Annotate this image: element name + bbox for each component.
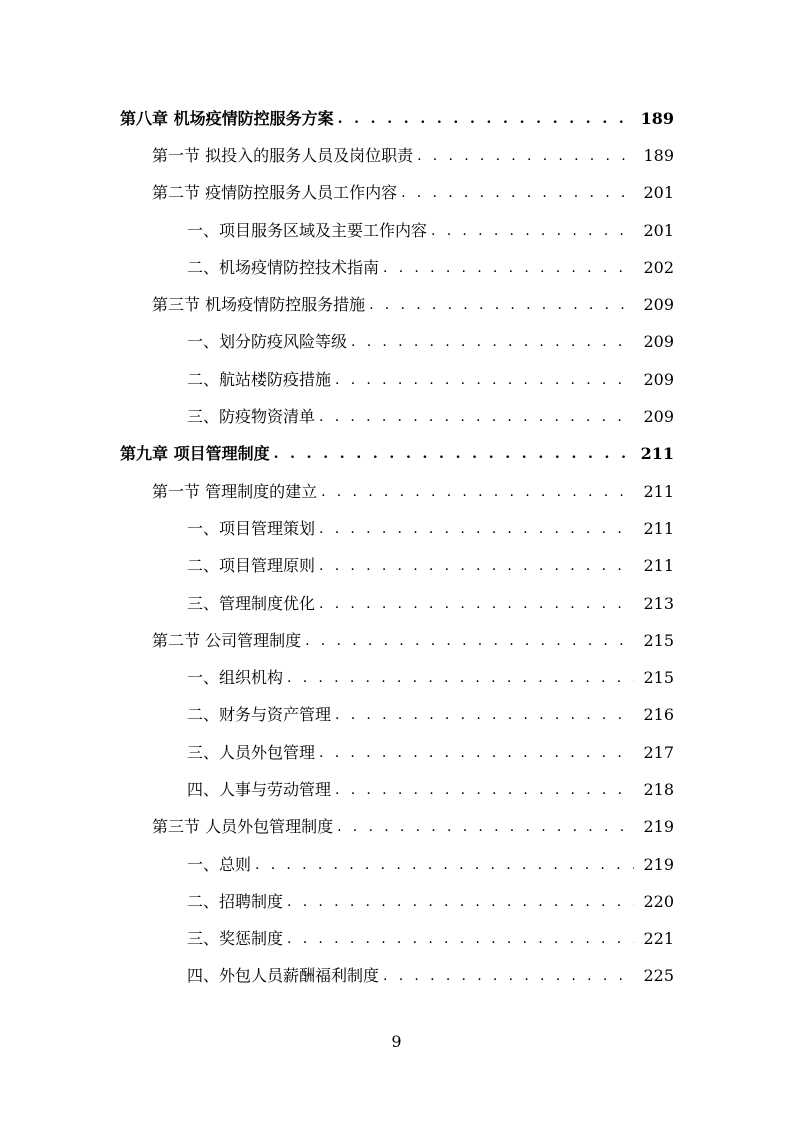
toc-entry[interactable] <box>0 361 793 398</box>
toc-entry-page: 221 <box>643 929 674 949</box>
toc-dot-leader <box>335 705 634 725</box>
toc-dot-leader <box>287 929 634 949</box>
toc-dot-leader <box>319 519 634 539</box>
toc-entry[interactable] <box>0 697 793 734</box>
toc-entry-page: 201 <box>643 220 674 240</box>
toc-entry[interactable] <box>0 436 793 473</box>
toc-entry[interactable] <box>0 958 793 995</box>
toc-entry-title: 第一节 管理制度的建立 <box>152 481 318 501</box>
toc-dot-leader <box>319 594 634 614</box>
toc-dot-leader <box>401 183 634 203</box>
toc-dot-leader <box>274 444 634 464</box>
toc-dot-leader <box>255 855 634 875</box>
toc-dot-leader <box>319 407 634 427</box>
toc-dot-leader <box>319 556 634 576</box>
toc-entry-title: 一、组织机构 <box>187 668 284 688</box>
toc-entry-title: 三、管理制度优化 <box>187 593 316 613</box>
toc-dot-leader <box>417 146 634 166</box>
toc-entry-page: 219 <box>643 854 674 874</box>
toc-entry[interactable] <box>0 473 793 510</box>
toc-entry-page: 209 <box>643 332 674 352</box>
toc-entry-page: 213 <box>643 593 674 613</box>
toc-entry-title: 二、项目管理原则 <box>187 556 316 576</box>
toc-entry-page: 211 <box>643 481 674 501</box>
toc-entry-page: 215 <box>643 668 674 688</box>
toc-dot-leader <box>338 109 634 129</box>
toc-entry-title: 第九章 项目管理制度 <box>120 444 270 464</box>
toc-entry-page: 211 <box>643 556 674 576</box>
toc-entry-page: 220 <box>643 891 674 911</box>
toc-entry-page: 225 <box>643 966 674 986</box>
toc-dot-leader <box>369 295 634 315</box>
page-number: 9 <box>391 1032 402 1051</box>
toc-entry-page: 217 <box>643 742 674 762</box>
toc-dot-leader <box>321 482 634 502</box>
toc-entry[interactable] <box>0 846 793 883</box>
toc-entry[interactable] <box>0 734 793 771</box>
table-of-contents <box>0 100 793 995</box>
toc-entry-title: 一、划分防疫风险等级 <box>187 332 348 352</box>
toc-entry-title: 第八章 机场疫情防控服务方案 <box>120 108 334 128</box>
toc-entry-page: 218 <box>643 779 674 799</box>
toc-entry-page: 189 <box>643 145 674 165</box>
toc-dot-leader <box>335 780 634 800</box>
toc-entry[interactable] <box>0 212 793 249</box>
toc-dot-leader <box>383 966 634 986</box>
toc-entry-title: 第二节 公司管理制度 <box>152 630 302 650</box>
toc-entry-title: 四、人事与劳动管理 <box>187 779 332 799</box>
toc-dot-leader <box>319 743 634 763</box>
toc-entry[interactable] <box>0 175 793 212</box>
toc-entry-title: 三、奖惩制度 <box>187 929 284 949</box>
toc-entry-page: 211 <box>643 518 674 538</box>
toc-entry-title: 二、招聘制度 <box>187 891 284 911</box>
toc-entry-page: 216 <box>643 705 674 725</box>
toc-entry-title: 三、防疫物资清单 <box>187 407 316 427</box>
toc-entry[interactable] <box>0 100 793 137</box>
toc-entry-page: 202 <box>643 257 674 277</box>
toc-entry[interactable] <box>0 921 793 958</box>
toc-entry[interactable] <box>0 771 793 808</box>
toc-entry[interactable] <box>0 398 793 435</box>
toc-entry[interactable] <box>0 548 793 585</box>
toc-entry-title: 第二节 疫情防控服务人员工作内容 <box>152 183 398 203</box>
toc-entry-page: 209 <box>643 369 674 389</box>
toc-entry-page: 215 <box>643 630 674 650</box>
toc-entry[interactable] <box>0 510 793 547</box>
toc-entry[interactable] <box>0 883 793 920</box>
toc-dot-leader <box>287 892 634 912</box>
toc-entry-title: 三、人员外包管理 <box>187 742 316 762</box>
toc-dot-leader <box>335 370 634 390</box>
toc-entry-page: 219 <box>643 817 674 837</box>
toc-entry-title: 第三节 人员外包管理制度 <box>152 817 334 837</box>
toc-dot-leader <box>431 221 634 241</box>
toc-entry[interactable] <box>0 809 793 846</box>
toc-dot-leader <box>337 817 634 837</box>
toc-entry-title: 二、航站楼防疫措施 <box>187 369 332 389</box>
toc-entry-title: 一、项目管理策划 <box>187 518 316 538</box>
toc-entry-page: 189 <box>640 108 674 128</box>
toc-dot-leader <box>383 258 634 278</box>
toc-dot-leader <box>305 631 634 651</box>
toc-entry-title: 四、外包人员薪酬福利制度 <box>187 966 380 986</box>
toc-entry-title: 二、机场疫情防控技术指南 <box>187 257 380 277</box>
toc-entry[interactable] <box>0 659 793 696</box>
toc-dot-leader <box>351 332 634 352</box>
toc-entry-title: 第一节 拟投入的服务人员及岗位职责 <box>152 145 414 165</box>
toc-entry-page: 211 <box>640 444 674 464</box>
toc-entry-page: 201 <box>643 183 674 203</box>
toc-entry-page: 209 <box>643 295 674 315</box>
toc-entry-title: 一、项目服务区域及主要工作内容 <box>187 220 428 240</box>
toc-dot-leader <box>287 668 634 688</box>
toc-entry[interactable] <box>0 622 793 659</box>
toc-entry[interactable] <box>0 286 793 323</box>
toc-entry-title: 一、总则 <box>187 854 252 874</box>
toc-entry-title: 第三节 机场疫情防控服务措施 <box>152 295 366 315</box>
toc-entry[interactable] <box>0 249 793 286</box>
toc-entry[interactable] <box>0 324 793 361</box>
toc-entry[interactable] <box>0 137 793 174</box>
toc-entry[interactable] <box>0 585 793 622</box>
toc-entry-title: 二、财务与资产管理 <box>187 705 332 725</box>
toc-entry-page: 209 <box>643 407 674 427</box>
